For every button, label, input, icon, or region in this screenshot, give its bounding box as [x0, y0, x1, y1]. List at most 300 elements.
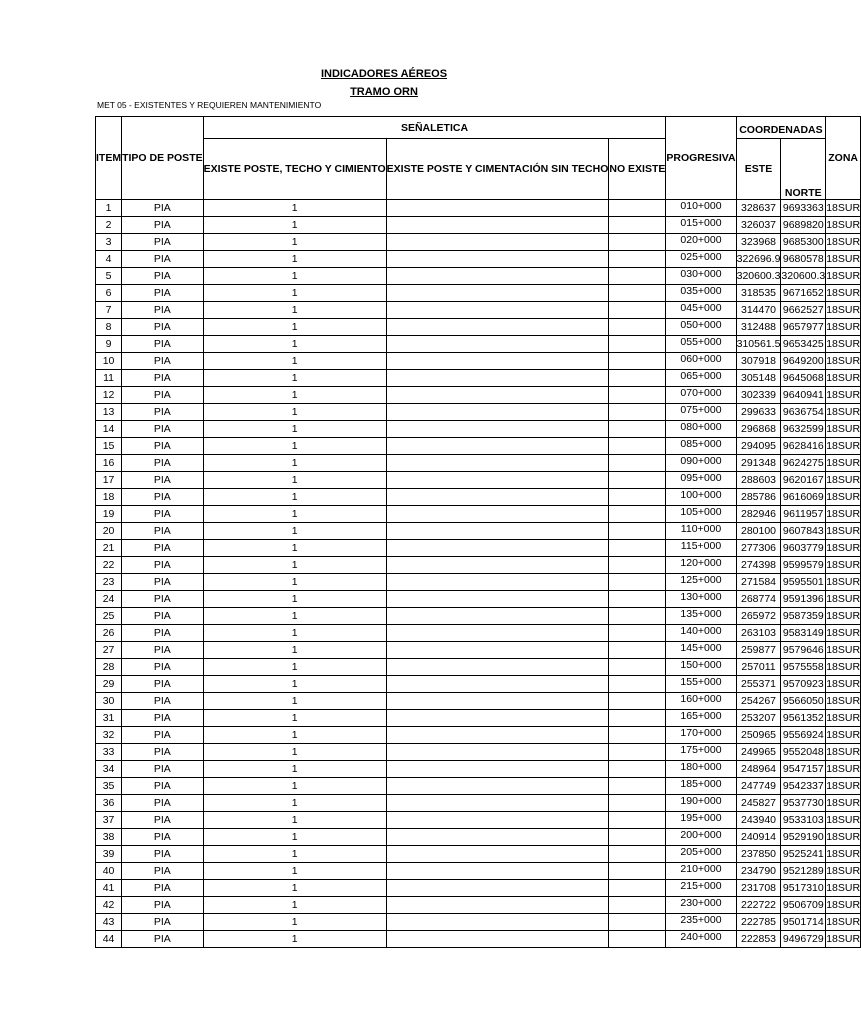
table-row	[96, 370, 861, 387]
cell-progresiva: 085+000	[666, 438, 736, 455]
cell-este: 326037	[736, 217, 781, 234]
cell-tipo-poste: PIA	[122, 676, 204, 693]
cell-existe-poste-techo-cimiento: 1	[203, 302, 386, 319]
cell-existe-poste-techo-cimiento: 1	[203, 761, 386, 778]
cell-item: 11	[96, 370, 122, 387]
table-row	[96, 591, 861, 608]
cell-no-existe	[609, 234, 666, 251]
cell-norte: 9620167	[781, 472, 826, 489]
cell-tipo-poste: PIA	[122, 795, 204, 812]
cell-este: 291348	[736, 455, 781, 472]
cell-tipo-poste: PIA	[122, 642, 204, 659]
cell-este: 277306	[736, 540, 781, 557]
cell-existe-poste-cimentacion	[386, 251, 609, 268]
cell-existe-poste-cimentacion	[386, 591, 609, 608]
table-row	[96, 608, 861, 625]
cell-este: 320600.3	[736, 268, 781, 285]
cell-norte: 9552048	[781, 744, 826, 761]
cell-zona: 18SUR	[826, 540, 861, 557]
cell-existe-poste-cimentacion	[386, 302, 609, 319]
cell-zona: 18SUR	[826, 489, 861, 506]
cell-tipo-poste: PIA	[122, 659, 204, 676]
cell-tipo-poste: PIA	[122, 778, 204, 795]
cell-progresiva: 065+000	[666, 370, 736, 387]
table-caption: MET 05 - EXISTENTES Y REQUIEREN MANTENIMIENTO	[97, 100, 322, 110]
cell-tipo-poste: PIA	[122, 574, 204, 591]
cell-norte: 9591396	[781, 591, 826, 608]
cell-tipo-poste: PIA	[122, 472, 204, 489]
cell-norte: 9649200	[781, 353, 826, 370]
cell-item: 30	[96, 693, 122, 710]
cell-item: 17	[96, 472, 122, 489]
cell-tipo-poste: PIA	[122, 591, 204, 608]
cell-norte: 9689820	[781, 217, 826, 234]
cell-norte: 9607843	[781, 523, 826, 540]
cell-existe-poste-techo-cimiento: 1	[203, 506, 386, 523]
cell-progresiva: 200+000	[666, 829, 736, 846]
cell-existe-poste-techo-cimiento: 1	[203, 659, 386, 676]
cell-este: 243940	[736, 812, 781, 829]
cell-existe-poste-techo-cimiento: 1	[203, 285, 386, 302]
cell-existe-poste-techo-cimiento: 1	[203, 727, 386, 744]
cell-existe-poste-cimentacion	[386, 455, 609, 472]
cell-norte: 9583149	[781, 625, 826, 642]
table-row	[96, 914, 861, 931]
cell-item: 28	[96, 659, 122, 676]
header-progresiva: PROGRESIVA	[666, 117, 736, 200]
cell-zona: 18SUR	[826, 319, 861, 336]
cell-existe-poste-cimentacion	[386, 846, 609, 863]
cell-no-existe	[609, 727, 666, 744]
cell-existe-poste-techo-cimiento: 1	[203, 523, 386, 540]
table-row	[96, 676, 861, 693]
cell-zona: 18SUR	[826, 217, 861, 234]
cell-tipo-poste: PIA	[122, 319, 204, 336]
cell-existe-poste-cimentacion	[386, 540, 609, 557]
table-row	[96, 421, 861, 438]
cell-existe-poste-cimentacion	[386, 421, 609, 438]
table-row	[96, 285, 861, 302]
cell-existe-poste-techo-cimiento: 1	[203, 795, 386, 812]
cell-este: 274398	[736, 557, 781, 574]
cell-no-existe	[609, 625, 666, 642]
cell-existe-poste-cimentacion	[386, 557, 609, 574]
cell-existe-poste-techo-cimiento: 1	[203, 251, 386, 268]
cell-este: 310561.5	[736, 336, 781, 353]
cell-este: 248964	[736, 761, 781, 778]
cell-item: 2	[96, 217, 122, 234]
cell-existe-poste-techo-cimiento: 1	[203, 574, 386, 591]
cell-item: 8	[96, 319, 122, 336]
cell-item: 9	[96, 336, 122, 353]
cell-existe-poste-techo-cimiento: 1	[203, 880, 386, 897]
table-row	[96, 659, 861, 676]
cell-este: 222785	[736, 914, 781, 931]
cell-existe-poste-cimentacion	[386, 200, 609, 217]
cell-este: 307918	[736, 353, 781, 370]
cell-tipo-poste: PIA	[122, 880, 204, 897]
cell-zona: 18SUR	[826, 863, 861, 880]
cell-no-existe	[609, 268, 666, 285]
cell-existe-poste-techo-cimiento: 1	[203, 676, 386, 693]
cell-existe-poste-techo-cimiento: 1	[203, 455, 386, 472]
table-row	[96, 778, 861, 795]
cell-zona: 18SUR	[826, 472, 861, 489]
cell-no-existe	[609, 472, 666, 489]
cell-este: 253207	[736, 710, 781, 727]
cell-existe-poste-cimentacion	[386, 829, 609, 846]
cell-item: 32	[96, 727, 122, 744]
cell-norte: 9671652	[781, 285, 826, 302]
cell-tipo-poste: PIA	[122, 863, 204, 880]
cell-tipo-poste: PIA	[122, 897, 204, 914]
cell-norte: 9603779	[781, 540, 826, 557]
cell-progresiva: 025+000	[666, 251, 736, 268]
cell-item: 14	[96, 421, 122, 438]
cell-no-existe	[609, 897, 666, 914]
cell-este: 257011	[736, 659, 781, 676]
cell-existe-poste-techo-cimiento: 1	[203, 557, 386, 574]
cell-progresiva: 190+000	[666, 795, 736, 812]
cell-zona: 18SUR	[826, 574, 861, 591]
cell-existe-poste-techo-cimiento: 1	[203, 625, 386, 642]
cell-tipo-poste: PIA	[122, 608, 204, 625]
cell-este: 302339	[736, 387, 781, 404]
cell-zona: 18SUR	[826, 846, 861, 863]
cell-este: 268774	[736, 591, 781, 608]
cell-tipo-poste: PIA	[122, 268, 204, 285]
cell-item: 33	[96, 744, 122, 761]
cell-norte: 9521289	[781, 863, 826, 880]
cell-norte: 9525241	[781, 846, 826, 863]
cell-zona: 18SUR	[826, 557, 861, 574]
cell-no-existe	[609, 761, 666, 778]
cell-existe-poste-techo-cimiento: 1	[203, 268, 386, 285]
header-existe-poste-techo-cimiento: EXISTE POSTE, TECHO Y CIMIENTO	[203, 139, 386, 200]
cell-norte: 9547157	[781, 761, 826, 778]
table-row	[96, 795, 861, 812]
cell-zona: 18SUR	[826, 591, 861, 608]
cell-progresiva: 075+000	[666, 404, 736, 421]
cell-existe-poste-cimentacion	[386, 370, 609, 387]
cell-no-existe	[609, 693, 666, 710]
cell-este: 312488	[736, 319, 781, 336]
cell-item: 34	[96, 761, 122, 778]
cell-item: 22	[96, 557, 122, 574]
cell-tipo-poste: PIA	[122, 234, 204, 251]
cell-progresiva: 110+000	[666, 523, 736, 540]
cell-progresiva: 020+000	[666, 234, 736, 251]
cell-tipo-poste: PIA	[122, 404, 204, 421]
cell-progresiva: 100+000	[666, 489, 736, 506]
cell-existe-poste-techo-cimiento: 1	[203, 608, 386, 625]
cell-existe-poste-cimentacion	[386, 710, 609, 727]
cell-zona: 18SUR	[826, 744, 861, 761]
cell-zona: 18SUR	[826, 438, 861, 455]
cell-existe-poste-techo-cimiento: 1	[203, 489, 386, 506]
cell-existe-poste-cimentacion	[386, 625, 609, 642]
cell-existe-poste-cimentacion	[386, 387, 609, 404]
cell-item: 5	[96, 268, 122, 285]
table-row	[96, 710, 861, 727]
table-row	[96, 642, 861, 659]
cell-existe-poste-cimentacion	[386, 812, 609, 829]
cell-tipo-poste: PIA	[122, 557, 204, 574]
cell-existe-poste-cimentacion	[386, 404, 609, 421]
cell-existe-poste-cimentacion	[386, 489, 609, 506]
table-row	[96, 846, 861, 863]
cell-tipo-poste: PIA	[122, 625, 204, 642]
cell-progresiva: 155+000	[666, 676, 736, 693]
cell-existe-poste-cimentacion	[386, 676, 609, 693]
cell-no-existe	[609, 370, 666, 387]
cell-este: 222853	[736, 931, 781, 948]
table-row	[96, 761, 861, 778]
cell-existe-poste-cimentacion	[386, 744, 609, 761]
table-row	[96, 744, 861, 761]
cell-este: 237850	[736, 846, 781, 863]
cell-tipo-poste: PIA	[122, 455, 204, 472]
cell-existe-poste-cimentacion	[386, 761, 609, 778]
cell-no-existe	[609, 387, 666, 404]
header-este: ESTE	[736, 139, 781, 200]
cell-norte: 9632599	[781, 421, 826, 438]
cell-progresiva: 170+000	[666, 727, 736, 744]
cell-item: 25	[96, 608, 122, 625]
cell-existe-poste-techo-cimiento: 1	[203, 387, 386, 404]
cell-existe-poste-cimentacion	[386, 693, 609, 710]
cell-progresiva: 060+000	[666, 353, 736, 370]
cell-existe-poste-cimentacion	[386, 795, 609, 812]
cell-no-existe	[609, 880, 666, 897]
table-row	[96, 863, 861, 880]
cell-este: 282946	[736, 506, 781, 523]
cell-este: 265972	[736, 608, 781, 625]
cell-este: 240914	[736, 829, 781, 846]
cell-zona: 18SUR	[826, 897, 861, 914]
cell-existe-poste-cimentacion	[386, 353, 609, 370]
table-row	[96, 812, 861, 829]
cell-no-existe	[609, 574, 666, 591]
cell-existe-poste-techo-cimiento: 1	[203, 846, 386, 863]
header-zona: ZONA	[826, 117, 861, 200]
cell-no-existe	[609, 353, 666, 370]
cell-zona: 18SUR	[826, 914, 861, 931]
cell-este: 250965	[736, 727, 781, 744]
cell-tipo-poste: PIA	[122, 744, 204, 761]
cell-existe-poste-techo-cimiento: 1	[203, 370, 386, 387]
cell-item: 36	[96, 795, 122, 812]
cell-item: 13	[96, 404, 122, 421]
cell-item: 26	[96, 625, 122, 642]
cell-zona: 18SUR	[826, 795, 861, 812]
cell-existe-poste-techo-cimiento: 1	[203, 319, 386, 336]
table-row	[96, 217, 861, 234]
page-subtitle: TRAMO ORN	[350, 86, 418, 98]
cell-existe-poste-cimentacion	[386, 778, 609, 795]
cell-progresiva: 125+000	[666, 574, 736, 591]
cell-progresiva: 140+000	[666, 625, 736, 642]
cell-no-existe	[609, 506, 666, 523]
cell-existe-poste-cimentacion	[386, 914, 609, 931]
cell-existe-poste-techo-cimiento: 1	[203, 404, 386, 421]
cell-progresiva: 240+000	[666, 931, 736, 948]
table-row	[96, 387, 861, 404]
cell-norte: 9685300	[781, 234, 826, 251]
cell-tipo-poste: PIA	[122, 285, 204, 302]
cell-norte: 9611957	[781, 506, 826, 523]
cell-existe-poste-cimentacion	[386, 574, 609, 591]
cell-tipo-poste: PIA	[122, 370, 204, 387]
cell-item: 37	[96, 812, 122, 829]
cell-progresiva: 235+000	[666, 914, 736, 931]
table-row	[96, 251, 861, 268]
cell-norte: 9529190	[781, 829, 826, 846]
cell-existe-poste-cimentacion	[386, 285, 609, 302]
cell-existe-poste-techo-cimiento: 1	[203, 217, 386, 234]
cell-item: 20	[96, 523, 122, 540]
page-title: INDICADORES AÉREOS	[320, 68, 448, 80]
cell-item: 42	[96, 897, 122, 914]
table-row	[96, 931, 861, 948]
cell-este: 299633	[736, 404, 781, 421]
cell-tipo-poste: PIA	[122, 540, 204, 557]
cell-existe-poste-techo-cimiento: 1	[203, 829, 386, 846]
cell-no-existe	[609, 608, 666, 625]
cell-existe-poste-techo-cimiento: 1	[203, 336, 386, 353]
cell-norte: 9587359	[781, 608, 826, 625]
cell-norte: 9575558	[781, 659, 826, 676]
cell-existe-poste-techo-cimiento: 1	[203, 353, 386, 370]
cell-progresiva: 135+000	[666, 608, 736, 625]
cell-tipo-poste: PIA	[122, 421, 204, 438]
cell-norte: 9628416	[781, 438, 826, 455]
cell-no-existe	[609, 217, 666, 234]
cell-norte: 9561352	[781, 710, 826, 727]
cell-existe-poste-cimentacion	[386, 217, 609, 234]
table-row	[96, 319, 861, 336]
cell-zona: 18SUR	[826, 285, 861, 302]
cell-progresiva: 080+000	[666, 421, 736, 438]
cell-no-existe	[609, 523, 666, 540]
cell-zona: 18SUR	[826, 829, 861, 846]
cell-progresiva: 145+000	[666, 642, 736, 659]
header-tipo-poste: TIPO DE POSTE	[122, 117, 204, 200]
cell-este: 288603	[736, 472, 781, 489]
cell-zona: 18SUR	[826, 421, 861, 438]
table-row	[96, 336, 861, 353]
header-norte: NORTE	[781, 139, 826, 200]
cell-tipo-poste: PIA	[122, 336, 204, 353]
header-item: ITEM	[96, 117, 122, 200]
cell-norte: 9579646	[781, 642, 826, 659]
cell-norte: 9624275	[781, 455, 826, 472]
cell-no-existe	[609, 319, 666, 336]
cell-no-existe	[609, 251, 666, 268]
cell-este: 285786	[736, 489, 781, 506]
table-row	[96, 302, 861, 319]
cell-no-existe	[609, 336, 666, 353]
cell-progresiva: 195+000	[666, 812, 736, 829]
cell-existe-poste-cimentacion	[386, 727, 609, 744]
cell-existe-poste-techo-cimiento: 1	[203, 421, 386, 438]
cell-existe-poste-techo-cimiento: 1	[203, 472, 386, 489]
cell-zona: 18SUR	[826, 761, 861, 778]
cell-zona: 18SUR	[826, 625, 861, 642]
cell-este: 314470	[736, 302, 781, 319]
cell-este: 259877	[736, 642, 781, 659]
table-row	[96, 829, 861, 846]
cell-zona: 18SUR	[826, 931, 861, 948]
cell-existe-poste-cimentacion	[386, 931, 609, 948]
header-no-existe: NO EXISTE	[609, 139, 666, 200]
cell-zona: 18SUR	[826, 523, 861, 540]
cell-zona: 18SUR	[826, 455, 861, 472]
cell-existe-poste-cimentacion	[386, 234, 609, 251]
cell-norte: 9662527	[781, 302, 826, 319]
cell-no-existe	[609, 489, 666, 506]
cell-norte: 9501714	[781, 914, 826, 931]
table-row	[96, 540, 861, 557]
cell-progresiva: 055+000	[666, 336, 736, 353]
cell-norte: 9556924	[781, 727, 826, 744]
cell-item: 24	[96, 591, 122, 608]
cell-existe-poste-techo-cimiento: 1	[203, 234, 386, 251]
cell-existe-poste-cimentacion	[386, 438, 609, 455]
cell-item: 35	[96, 778, 122, 795]
cell-existe-poste-techo-cimiento: 1	[203, 744, 386, 761]
cell-este: 322696.9	[736, 251, 781, 268]
cell-este: 231708	[736, 880, 781, 897]
cell-existe-poste-cimentacion	[386, 659, 609, 676]
table-body	[96, 200, 861, 948]
cell-no-existe	[609, 846, 666, 863]
cell-progresiva: 090+000	[666, 455, 736, 472]
cell-existe-poste-techo-cimiento: 1	[203, 778, 386, 795]
cell-zona: 18SUR	[826, 778, 861, 795]
cell-este: 247749	[736, 778, 781, 795]
cell-item: 1	[96, 200, 122, 217]
cell-zona: 18SUR	[826, 336, 861, 353]
cell-progresiva: 070+000	[666, 387, 736, 404]
cell-item: 3	[96, 234, 122, 251]
cell-item: 40	[96, 863, 122, 880]
table-row	[96, 472, 861, 489]
cell-progresiva: 210+000	[666, 863, 736, 880]
cell-norte: 9542337	[781, 778, 826, 795]
cell-progresiva: 185+000	[666, 778, 736, 795]
cell-no-existe	[609, 404, 666, 421]
cell-no-existe	[609, 863, 666, 880]
cell-norte: 9506709	[781, 897, 826, 914]
cell-no-existe	[609, 200, 666, 217]
cell-este: 294095	[736, 438, 781, 455]
cell-norte: 9595501	[781, 574, 826, 591]
cell-existe-poste-techo-cimiento: 1	[203, 642, 386, 659]
cell-norte: 9599579	[781, 557, 826, 574]
cell-zona: 18SUR	[826, 404, 861, 421]
cell-norte: 9517310	[781, 880, 826, 897]
cell-progresiva: 215+000	[666, 880, 736, 897]
cell-este: 323968	[736, 234, 781, 251]
cell-item: 10	[96, 353, 122, 370]
table-row	[96, 489, 861, 506]
cell-existe-poste-cimentacion	[386, 336, 609, 353]
cell-tipo-poste: PIA	[122, 506, 204, 523]
indicators-table	[95, 116, 861, 948]
cell-progresiva: 175+000	[666, 744, 736, 761]
table-row	[96, 234, 861, 251]
